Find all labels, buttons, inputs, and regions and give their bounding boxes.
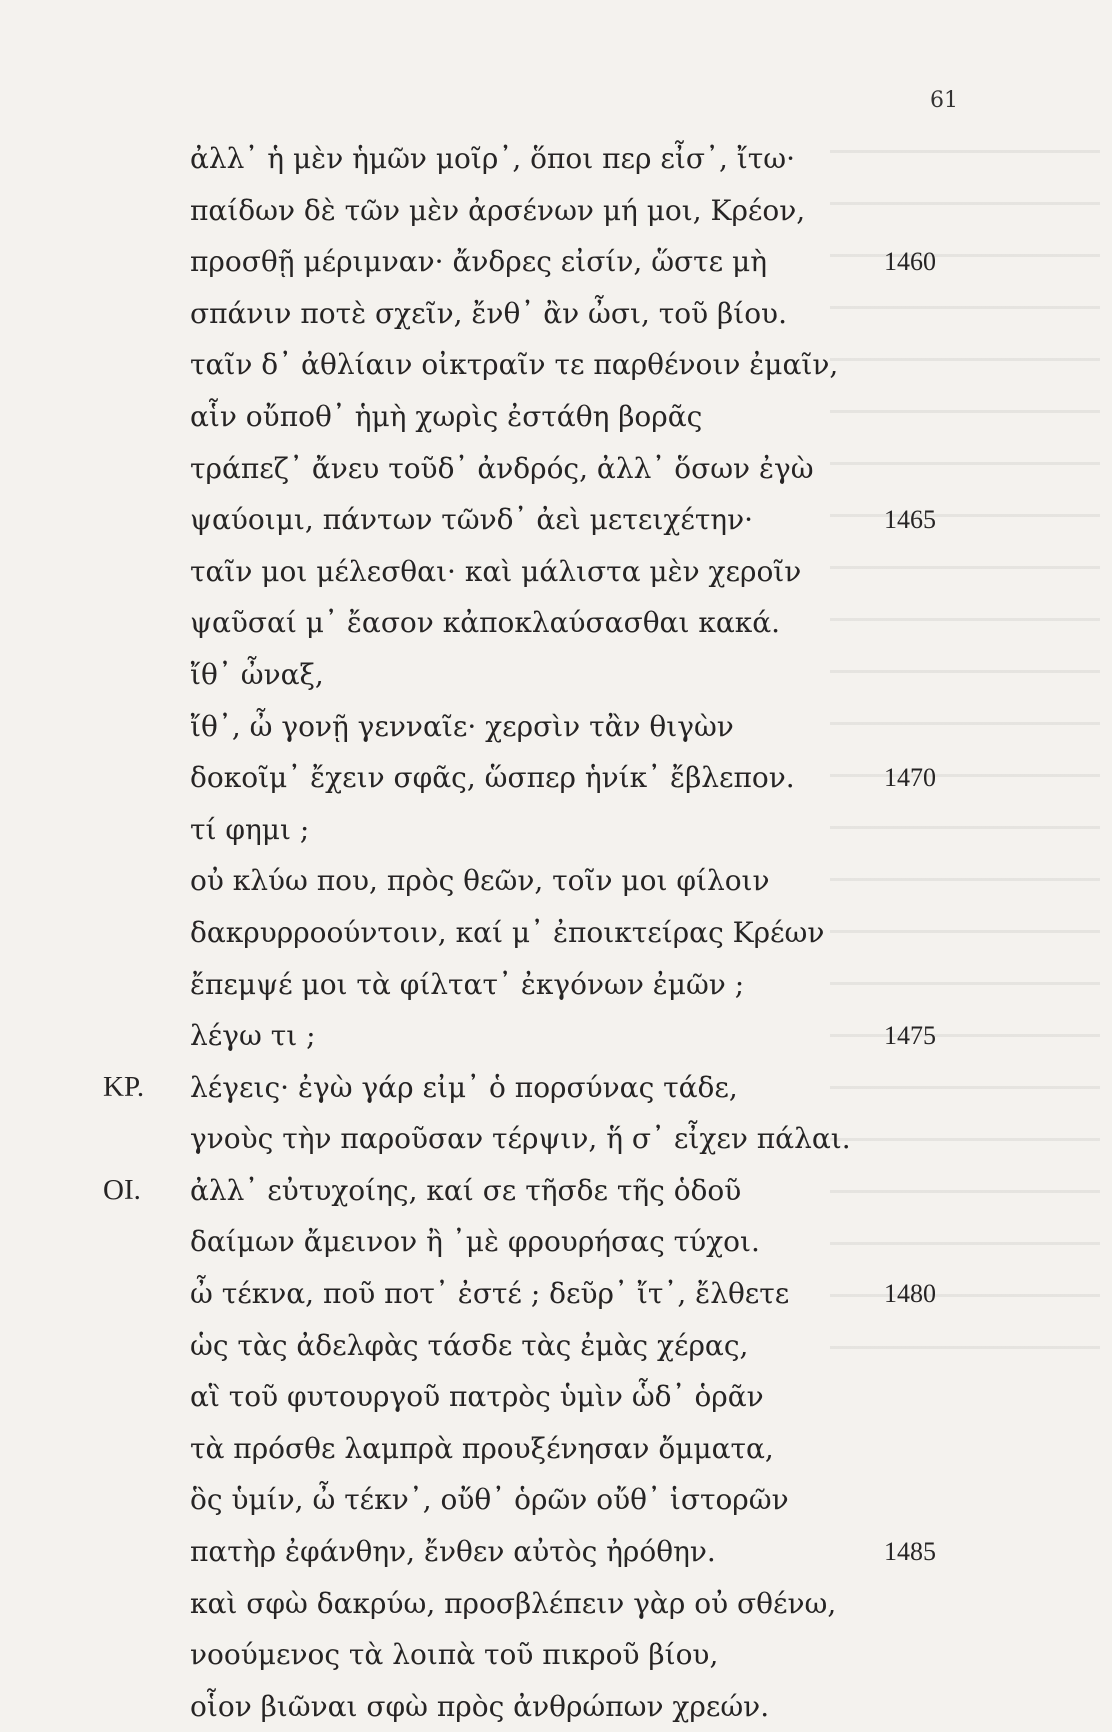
verse-line [0, 959, 1112, 1011]
verse-text: τὰ πρόσθε λαμπρὰ προυξένησαν ὄμματα, [190, 1431, 774, 1465]
verse-line [0, 1268, 1112, 1320]
verse-line [0, 133, 1112, 185]
line-number: 1470 [884, 763, 936, 793]
verse-line [0, 701, 1112, 753]
verse-line [0, 1474, 1112, 1526]
verse-text: παίδων δὲ τῶν μὲν ἀρσένων μή μοι, Κρέον, [190, 193, 806, 227]
verse-line [0, 1010, 1112, 1062]
verse-text: δακρυρροούντοιν, καί μ᾽ ἐποικτείρας Κρέων [190, 915, 825, 949]
verse-text: ἀλλ᾽ ἡ μὲν ἡμῶν μοῖρ᾽, ὅποι περ εἶσ᾽, ἴτω· [190, 142, 796, 175]
verse-text: ἴθ᾽, ὦ γονῇ γενναῖε· χερσὶν τἂν θιγὼν [190, 709, 734, 743]
verse-text: γνοὺς τὴν παροῦσαν τέρψιν, ἥ σ᾽ εἶχεν πάλαι. [190, 1122, 851, 1156]
verse-line [0, 443, 1112, 495]
verse-text: ψαύοιμι, πάντων τῶνδ᾽ ἀεὶ μετειχέτην· [190, 503, 754, 537]
verse-text: νοούμενος τὰ λοιπὰ τοῦ πικροῦ βίου, [190, 1638, 719, 1672]
verse-line [0, 1681, 1112, 1732]
verse-text: ταῖν δ᾽ ἀθλίαιν οἰκτραῖν τε παρθένοιν ἐμαῖν, [190, 348, 839, 382]
verse-line [0, 597, 1112, 649]
verse-line [0, 1216, 1112, 1268]
verse-line [0, 1629, 1112, 1681]
verse-line [0, 804, 1112, 856]
verse-text: αἳ τοῦ φυτουργοῦ πατρὸς ὑμὶν ὧδ᾽ ὁρᾶν [190, 1380, 764, 1414]
verse-text: σπάνιν ποτὲ σχεῖν, ἔνθ᾽ ἂν ὦσι, τοῦ βίου. [190, 296, 787, 330]
verse-text: αἷν οὔποθ᾽ ἡμὴ χωρὶς ἐστάθη βορᾶς [190, 399, 703, 433]
verse-line [0, 546, 1112, 598]
verse-text: οἷον βιῶναι σφὼ πρὸς ἀνθρώπων χρεών. [190, 1689, 770, 1723]
verse-line [0, 1371, 1112, 1423]
line-number: 1465 [884, 505, 936, 535]
speaker-label: ΚΡ. [103, 1070, 145, 1103]
verse-block [0, 133, 1112, 1732]
line-number: 1480 [884, 1279, 936, 1309]
verse-line [0, 1526, 1112, 1578]
page-number: 61 [930, 88, 958, 113]
verse-line [0, 907, 1112, 959]
verse-text: ὡς τὰς ἀδελφὰς τάσδε τὰς ἐμὰς χέρας, [190, 1328, 749, 1362]
verse-line [0, 494, 1112, 546]
verse-line [0, 1062, 1112, 1114]
verse-text: καὶ σφὼ δακρύω, προσβλέπειν γὰρ οὐ σθένω, [190, 1586, 837, 1620]
verse-line [0, 649, 1112, 701]
verse-text: οὐ κλύω που, πρὸς θεῶν, τοῖν μοι φίλοιν [190, 864, 770, 898]
verse-text: ὦ τέκνα, ποῦ ποτ᾽ ἐστέ ; δεῦρ᾽ ἴτ᾽, ἔλθετε [190, 1277, 790, 1311]
verse-line [0, 752, 1112, 804]
verse-line [0, 288, 1112, 340]
verse-text: προσθῇ μέριμναν· ἄνδρες εἰσίν, ὥστε μὴ [190, 245, 768, 279]
verse-text: ἀλλ᾽ εὐτυχοίης, καί σε τῆσδε τῆς ὁδοῦ [190, 1173, 742, 1207]
verse-line [0, 236, 1112, 288]
verse-line [0, 339, 1112, 391]
verse-line [0, 1320, 1112, 1372]
verse-text: τί φημι ; [190, 812, 310, 846]
verse-line [0, 1423, 1112, 1475]
verse-text: ταῖν μοι μέλεσθαι· καὶ μάλιστα μὲν χεροῖν [190, 554, 802, 588]
verse-text: δοκοῖμ᾽ ἔχειν σφᾶς, ὥσπερ ἡνίκ᾽ ἔβλεπον. [190, 761, 795, 795]
verse-text: λέγω τι ; [190, 1019, 316, 1053]
verse-text: δαίμων ἄμεινον ἢ ᾽μὲ φρουρήσας τύχοι. [190, 1225, 760, 1259]
verse-text: ἔπεμψέ μοι τὰ φίλτατ᾽ ἐκγόνων ἐμῶν ; [190, 967, 745, 1001]
speaker-label: ΟΙ. [103, 1173, 141, 1206]
verse-line [0, 1113, 1112, 1165]
verse-text: ὃς ὑμίν, ὦ τέκν᾽, οὔθ᾽ ὁρῶν οὔθ᾽ ἱστορῶν [190, 1483, 789, 1517]
verse-text: λέγεις· ἐγὼ γάρ εἰμ᾽ ὁ πορσύνας τάδε, [190, 1070, 738, 1104]
verse-text: τράπεζ᾽ ἄνευ τοῦδ᾽ ἀνδρός, ἀλλ᾽ ὅσων ἐγὼ [190, 451, 814, 485]
verse-line [0, 391, 1112, 443]
line-number: 1460 [884, 247, 936, 277]
verse-text: ἴθ᾽ ὦναξ, [190, 657, 324, 691]
verse-line [0, 1578, 1112, 1630]
verse-text: πατὴρ ἐφάνθην, ἔνθεν αὐτὸς ἠρόθην. [190, 1535, 716, 1569]
verse-line [0, 185, 1112, 237]
verse-line [0, 1165, 1112, 1217]
line-number: 1485 [884, 1537, 936, 1567]
line-number: 1475 [884, 1021, 936, 1051]
verse-line [0, 855, 1112, 907]
verse-text: ψαῦσαί μ᾽ ἔασον κἀποκλαύσασθαι κακά. [190, 606, 781, 640]
